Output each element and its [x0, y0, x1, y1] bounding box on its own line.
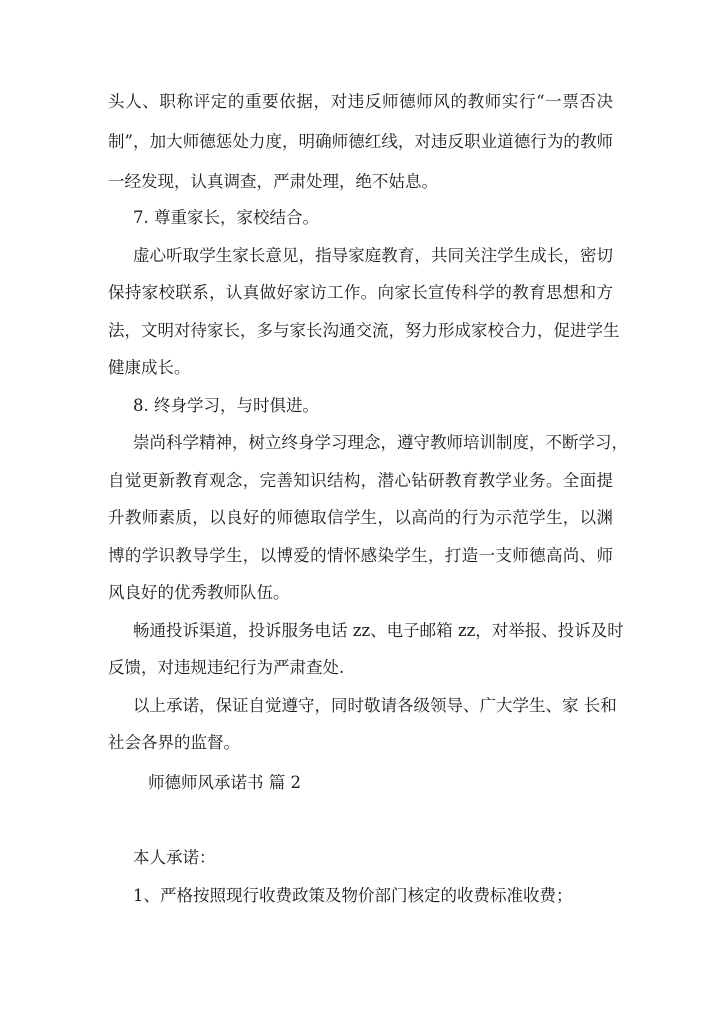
paragraph-line: 虚心听取学生家长意见，指导家庭教育，共同关注学生成长，密切 — [133, 246, 613, 265]
section-heading-8: 8. 终身学习，与时俱进。 — [133, 396, 319, 415]
paragraph-line: 以上承诺，保证自觉遵守，同时敬请各级领导、广大学生、家 长和 — [133, 696, 617, 715]
paragraph-line: 保持家校联系，认真做好家访工作。向家长宣传科学的教育思想和方 — [108, 283, 613, 302]
paragraph-line: 畅通投诉渠道，投诉服务电话 zz、电子邮箱 zz，对举报、投诉及时 — [133, 621, 624, 640]
paragraph-line: 自觉更新教育观念，完善知识结构，潜心钻研教育教学业务。全面提 — [108, 471, 613, 490]
document-heading: 师德师风承诺书 篇 2 — [148, 773, 301, 792]
paragraph-line: 博的学识教导学生，以博爱的情怀感染学生，打造一支师德高尚、师 — [108, 546, 613, 565]
paragraph-line: 风良好的优秀教师队伍。 — [108, 583, 290, 602]
paragraph-line: 反馈，对违规违纪行为严肃查处. — [108, 658, 345, 677]
paragraph-line: 制”，加大师德惩处力度，明确师德红线，对违反职业道德行为的教师 — [108, 132, 613, 151]
paragraph-line: 一经发现，认真调查，严肃处理，绝不姑息。 — [108, 172, 438, 191]
paragraph-line: 法，文明对待家长，多与家长沟通交流，努力形成家校合力，促进学生 — [108, 321, 620, 340]
paragraph-line: 1、严格按照现行收费政策及物价部门核定的收费标准收费； — [133, 886, 573, 905]
paragraph-line: 头人、职称评定的重要依据，对违反师德师风的教师实行“一票否决 — [108, 92, 613, 111]
paragraph-line: 社会各界的监督。 — [108, 733, 240, 752]
paragraph-line: 升教师素质，以良好的师德取信学生，以高尚的行为示范学生，以渊 — [108, 508, 613, 527]
paragraph-line: 健康成长。 — [108, 358, 191, 377]
section-heading-7: 7. 尊重家长，家校结合。 — [133, 208, 319, 227]
paragraph-line: 崇尚科学精神，树立终身学习理念，遵守教师培训制度，不断学习， — [133, 433, 628, 452]
paragraph-line: 本人承诺： — [133, 848, 216, 867]
